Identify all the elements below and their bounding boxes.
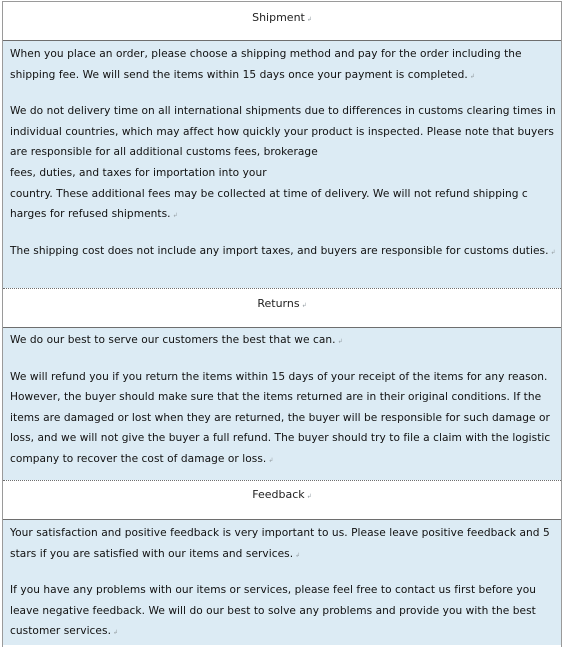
returns-body bbox=[3, 327, 561, 480]
returns-paragraph-1: We do our best to serve our customers the best that we can. ↲ bbox=[10, 334, 343, 346]
returns-paragraph-2: We will refund you if you return the items within 15 days of your receipt of the items for any reason. However, the buyer should make sure that the items returned are in their original conditions. If the items are damaged or lost when they are returned, the buyer will be responsible for such damage or loss, and we will not give the buyer a full refund. The buyer should try to file a claim with the logistic company to recover the cost of damage or loss. ↲ bbox=[10, 370, 551, 465]
feedback-paragraph-2: If you have any problems with our items or services, please feel free to contact us first before you leave negative feedback. We will do our best to solve any problems and provide you with the best customer services. ↲ bbox=[10, 584, 536, 638]
paragraph-mark-icon: ↲ bbox=[306, 493, 312, 500]
paragraph-mark-icon: ↲ bbox=[113, 629, 119, 637]
shipment-paragraph-3: The shipping cost does not include any import taxes, and buyers are responsible for customs duties. ↲ bbox=[10, 244, 556, 257]
feedback-title: Feedback bbox=[252, 488, 305, 501]
feedback-paragraph-1: Your satisfaction and positive feedback is very important to us. Please leave positive feedback and 5 stars if you are satisfied with our items and services. ↲ bbox=[10, 527, 550, 560]
shipment-body bbox=[3, 40, 561, 288]
paragraph-mark-icon: ↲ bbox=[306, 16, 312, 23]
shipment-heading bbox=[3, 1, 561, 40]
feedback-body bbox=[3, 519, 561, 645]
paragraph-mark-icon: ↲ bbox=[469, 72, 475, 80]
returns-title: Returns bbox=[257, 297, 300, 310]
paragraph-mark-icon: ↲ bbox=[301, 302, 307, 309]
policy-document bbox=[2, 1, 562, 647]
paragraph-mark-icon: ↲ bbox=[268, 456, 274, 464]
paragraph-mark-icon: ↲ bbox=[550, 248, 556, 256]
feedback-heading bbox=[3, 480, 561, 519]
shipment-paragraph-1: When you place an order, please choose a shipping method and pay for the order including the shipping fee. We will send the items within 15 days once your payment is completed. ↲ bbox=[10, 48, 522, 81]
paragraph-mark-icon: ↲ bbox=[172, 212, 178, 220]
paragraph-mark-icon: ↲ bbox=[337, 338, 343, 345]
shipment-title: Shipment bbox=[252, 11, 305, 24]
returns-heading bbox=[3, 288, 561, 327]
paragraph-mark-icon: ↲ bbox=[295, 551, 301, 559]
shipment-paragraph-2: We do not delivery time on all international shipments due to differences in customs clearing times in individual countries, which may affect how quickly your product is inspected. Please note that buyers are responsible for all additional customs fees, brokerage fees, duties, and taxes for importation into your country. These additional fees may be collected at time of delivery. We will not refund shipping c harges for refused shipments. ↲ bbox=[10, 105, 556, 221]
